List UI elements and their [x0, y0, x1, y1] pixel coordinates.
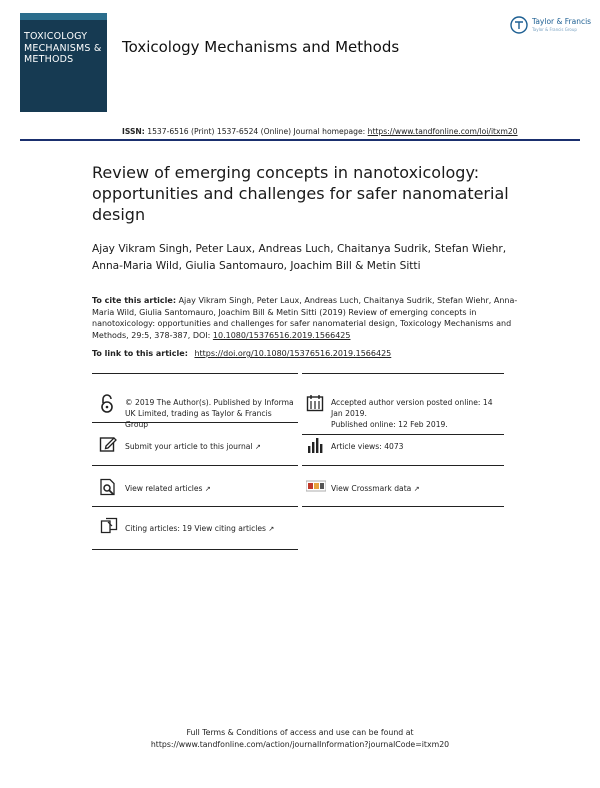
- citing-articles-icon: [100, 517, 118, 535]
- article-title: Review of emerging concepts in nanotoxicology: opportunities and challenges for safer nanomaterial design: [92, 163, 509, 224]
- info-top-rule-left: [92, 373, 298, 374]
- row-divider: [302, 434, 504, 435]
- external-link-icon: ↗: [268, 525, 275, 533]
- related-articles-text: View related articles: [125, 484, 203, 493]
- external-link-icon: ↗: [204, 485, 211, 493]
- crossmark-icon: [306, 479, 324, 497]
- citation: [92, 295, 522, 341]
- copyright-text: © 2019 The Author(s). Published by Informa UK Limited, trading as Taylor & Francis Group: [125, 398, 294, 429]
- journal-cover: [20, 13, 107, 112]
- submit-article-text: Submit your article to this journal: [125, 442, 253, 451]
- article-link-line: [92, 349, 391, 358]
- journal-title[interactable]: Toxicology Mechanisms and Methods: [122, 38, 400, 56]
- row-divider: [302, 465, 504, 466]
- article-link-label: To link to this article:: [92, 349, 188, 358]
- doi-link[interactable]: 10.1080/15376516.2019.1566425: [212, 330, 351, 340]
- bar-chart-icon: [307, 436, 325, 454]
- row-divider: [92, 549, 298, 550]
- row-divider: [92, 465, 298, 466]
- cover-title: TOXICOLOGY MECHANISMS & METHODS: [24, 31, 102, 65]
- article-authors: Ajay Vikram Singh, Peter Laux, Andreas Luch, Chaitanya Sudrik, Stefan Wiehr, Anna-Maria Wild, Giulia Santomauro, Joachim Bill & Metin Sitti: [92, 243, 507, 272]
- related-articles-link[interactable]: [125, 483, 295, 495]
- issn-text: 1537-6516 (Print) 1537-6524 (Online) Journal homepage:: [147, 127, 366, 136]
- edit-icon: [99, 435, 117, 453]
- row-divider: [92, 506, 298, 507]
- submit-article-link[interactable]: [125, 441, 295, 453]
- citation-text: Ajay Vikram Singh, Peter Laux, Andreas Luch, Chaitanya Sudrik, Stefan Wiehr, Anna-Maria Wild, Giulia Santomauro, Joachim Bill & Metin Sitti (2019) Review of emerging concepts in nanotoxicology: opportunities and challenges for safer nanomaterial design, Toxicology Mechanisms and Methods, 29:5, 378-387, DOI:: [92, 296, 518, 340]
- accepted-date: Accepted author version posted online: 14 Jan 2019.: [331, 398, 493, 418]
- published-date: Published online: 12 Feb 2019.: [331, 420, 448, 429]
- info-top-rule-right: [302, 373, 504, 374]
- crossmark-text: View Crossmark data: [331, 484, 412, 493]
- footer-terms-link[interactable]: https://www.tandfonline.com/action/journalInformation?journalCode=itxm20: [150, 740, 450, 749]
- cover-stripe: [20, 13, 107, 20]
- issn-label: ISSN:: [122, 127, 145, 136]
- article-views: Article views: 4073: [331, 442, 404, 451]
- publisher-tagline: Taylor & Francis Group: [532, 27, 577, 32]
- citing-articles-text: Citing articles: 19 View citing articles: [125, 524, 266, 533]
- footer: [0, 727, 600, 751]
- article-link[interactable]: https://doi.org/10.1080/15376516.2019.1566425: [194, 349, 392, 358]
- journal-homepage-link[interactable]: https://www.tandfonline.com/loi/itxm20: [367, 127, 518, 136]
- related-articles-icon: [99, 478, 117, 496]
- citing-articles-link[interactable]: [125, 523, 295, 535]
- citation-label: To cite this article:: [92, 296, 177, 305]
- footer-terms-text: Full Terms & Conditions of access and use can be found at: [186, 728, 414, 737]
- header-rule: [20, 139, 580, 141]
- crossmark-link[interactable]: [331, 483, 503, 495]
- taylor-francis-logo-icon: [510, 16, 528, 34]
- publisher-logo[interactable]: [510, 16, 590, 38]
- calendar-icon: [306, 394, 324, 412]
- open-access-icon: [98, 394, 116, 412]
- external-link-icon: ↗: [254, 443, 261, 451]
- external-link-icon: ↗: [413, 485, 420, 493]
- issn-line: [122, 127, 518, 136]
- row-divider: [302, 506, 504, 507]
- publisher-name: Taylor & Francis: [532, 17, 592, 26]
